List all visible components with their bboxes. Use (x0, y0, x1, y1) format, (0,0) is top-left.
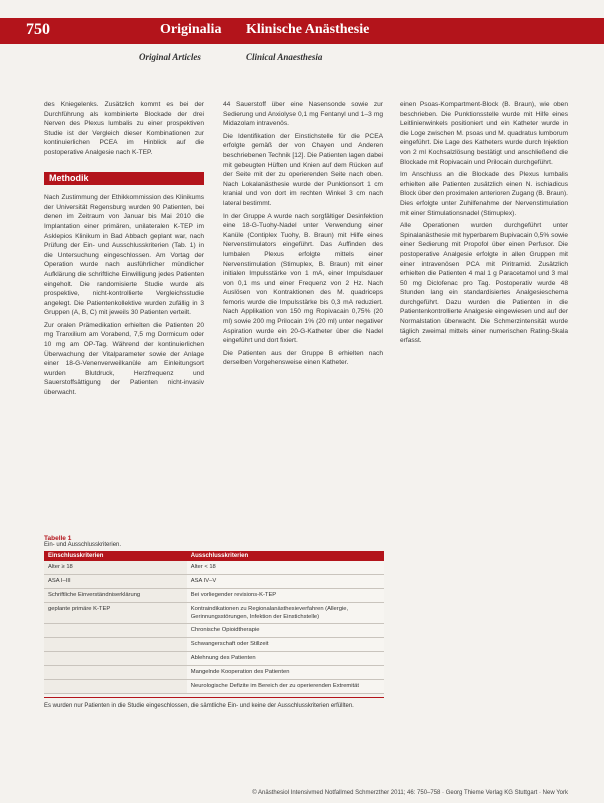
table-cell: ASA IV–V (187, 575, 384, 589)
criteria-table-box (44, 535, 384, 775)
section-heading-methodik: Methodik (44, 172, 204, 186)
paragraph: Im Anschluss an die Blockade des Plexus lumbalis erhielten alle Patienten zusätzlich einen N. ischiadicus Block über den proximalen anterioren Zugang (B. Braun). Dies erfolgte unter Zuhilfenahme der Nervenstimulation mit einer Stimulationsnadel (Stimuplex). (400, 171, 568, 217)
table-cell: Bei vorliegender revisions-K-TEP (187, 589, 384, 603)
column-middle (223, 100, 383, 371)
table-cell (44, 666, 187, 680)
article-topic: Clinical Anaesthesia (246, 52, 323, 62)
copyright-footer: © Anästhesiol Intensivmed Notfallmed Schmerzther 2011; 46: 750–758 · Georg Thieme Verlag KG Stuttgart · New York (252, 790, 568, 796)
table-header-row (44, 551, 384, 561)
table-cell: Schwangerschaft oder Stillzeit (187, 638, 384, 652)
table-row (44, 561, 384, 575)
table-row (44, 652, 384, 666)
paragraph: Zur oralen Prämedikation erhielten die Patienten 20 mg Tranxilium am Vorabend, 7,5 mg Dormicum oder 10 mg am OP-Tag. Während der kontinuierlichen Überwachung der Vitalparameter sowie der Anlage einer 18-G-Venenverweilkanüle am Einleitungsort wurden Blutdruck, Herzfrequenz und Sauerstoffsättigung der Patienten nicht-invasiv überwacht. (44, 321, 204, 397)
table-cell: Mangelnde Kooperation des Patienten (187, 666, 384, 680)
table-rule (44, 697, 384, 698)
page-number: 750 (26, 21, 50, 38)
table-cell: Neurologische Defizite im Bereich der zu operierenden Extremität (187, 680, 384, 694)
table-row (44, 638, 384, 652)
paragraph: Nach Zustimmung der Ethikkommission des Klinikums der Universität Regensburg wurden 90 Patienten, bei denen im Zeitraum von Januar bis Mai 2010 die Implantation einer primären, unilateralen K-TEP im Asklepios Klinikum in Bad Abbach geplant war, nach Prüfung der Ein- und Ausschlusskriterien (Tab. 1) in die Untersuchung eingeschlossen. Am Vortag der Operation wurde nach ausführlicher mündlicher Aufklärung die schriftliche Einwilligung jedes Patienten eingeholt. Die randomisierte Studie wurde als prospektive, nicht-kontrollierte Vergleichsstudie angelegt. Die Patientenkollektive wurden zufällig in 3 Gruppen (A, B, C) mit jeweils 30 Patienten verteilt. (44, 194, 204, 317)
table-cell: Alter < 18 (187, 561, 384, 575)
table-cell: Ablehnung des Patienten (187, 652, 384, 666)
paragraph: 44 Sauerstoff über eine Nasensonde sowie zur Sedierung und Anxiolyse 0,1 mg Fentanyl und 1–3 mg Midazolam intravenös. (223, 101, 383, 128)
table-cell: geplante primäre K-TEP (44, 603, 187, 624)
table-cell: ASA I–III (44, 575, 187, 589)
table-caption: Ein- und Ausschlusskriterien. (44, 542, 122, 548)
table-cell (44, 680, 187, 694)
table-cell (44, 624, 187, 638)
table-row (44, 603, 384, 624)
paragraph: des Kniegelenks. Zusätzlich kommt es bei der Durchführung als kombinierte Blockade der drei Nerven des Plexus lumbalis zu einer prospektiven Studie ist der Vergleich dieser Kombinationen zur kontinuierlichen PCEA im Hinblick auf die postoperative Analgesie nach K-TEP. (44, 101, 204, 156)
table-cell (44, 638, 187, 652)
table-row (44, 575, 384, 589)
column-header-inclusion: Einschlusskriterien (44, 551, 187, 561)
table-cell (44, 652, 187, 666)
table-row (44, 666, 384, 680)
header-bar (0, 18, 604, 44)
table-cell: Alter ≥ 18 (44, 561, 187, 575)
table-row (44, 624, 384, 638)
paragraph: Die Identifikation der Einstichstelle für die PCEA erfolgte gemäß der von Chayen und Anderen beschriebenen Technik [12]. Die Patienten lagen dabei mit gebeugten Hüften und Knien auf dem Rücken auf der Seite mit der zu operierenden Seite nach oben. Nach Lokalanästhesie wurde der Punktionsort 1 cm kranial und von dort im rechten Winkel 3 cm nach lateral bestimmt. (223, 132, 383, 207)
paragraph: Die Patienten aus der Gruppe B erhielten nach derselben Vorgehensweise einen Katheter. (223, 349, 383, 367)
column-left (44, 100, 204, 401)
table-label: Tabelle 1 (44, 535, 72, 542)
table-cell: Schriftliche Einverständniserklärung (44, 589, 187, 603)
article-type: Original Articles (139, 52, 201, 62)
paragraph: einen Psoas-Kompartment-Block (B. Braun), wie oben beschrieben. Die Punktionsstelle wurde mit Hilfe eines Leitlinienwinkels positioniert und ein Katheter wurde in die Loge zwischen M. psoas und M. quadratus lumborum eingeführt. Die Lage des Katheters wurde durch Injektion von 2 ml Kochsalzlösung bestätigt und anschließend die Blockade mit Ropivacain und Prilocain durchgeführt. (400, 101, 568, 166)
table-row (44, 589, 384, 603)
table-cell: Chronische Opioidtherapie (187, 624, 384, 638)
column-header-exclusion: Ausschlusskriterien (187, 551, 384, 561)
criteria-table (44, 551, 384, 694)
paragraph: In der Gruppe A wurde nach sorgfältiger Desinfektion eine 18-G-Tuohy-Nadel unter Verwendung einer Kanüle (Contiplex Tuohy, B. Braun) mit Hilfe eines Nervenstimulators eingeführt. Das Auffinden des lumbalen Plexus erfolgte mittels einer Nervenstimulation (Stimuplex, B. Braun) mit einer initialen Impulsstärke von 1 mA, einer Impulsdauer von 0,1 ms und einer Frequenz von 2 Hz. Nach Auslösen von Kontraktionen des M. quadriceps femoris wurde die Impulsstärke bis 0,3 mA reduziert. Nach Applikation von 150 mg Ropivacain 0,75% (20 ml) sowie 200 mg Prilocain 1% (20 ml) unter negativer Aspiration wurde ein 20-G-Katheter über die Nadel eingeführt und dort fixiert. (223, 212, 383, 345)
table-row (44, 680, 384, 694)
table-cell: Kontraindikationen zu Regionalanästhesieverfahren (Allergie, Gerinnungsstörungen, Infektion der Einstichstelle) (187, 603, 384, 624)
table-footnote: Es wurden nur Patienten in die Studie eingeschlossen, die sämtliche Ein- und keine der Ausschlusskriterien erfüllten. (44, 703, 354, 709)
subsection-title: Klinische Anästhesie (246, 22, 370, 37)
column-right (400, 100, 568, 349)
paragraph: Alle Operationen wurden durchgeführt unter Spinalanästhesie mit hyperbarem Bupivacain 0,5% sowie einer Sedierung mit Propofol über einen Perfusor. Die postoperative Analgesie erfolgte in allen Gruppen mit einer intravenösen PCA mit Piritramid. Zusätzlich erhielten die Patienten 4 mal 1 g Paracetamol und 3 mal 50 mg Diclofenac pro Tag. Postoperativ wurde 48 Stunden lang ein standardisiertes Analgesieschema durchgeführt. Dazu wurden die Patienten in die Patientenkontrollierte Analgesie eingewiesen und auf der Normalstation überwacht. Die Schmerzintensität wurde täglich zweimal mittels einer numerischen Rating-Skala erfasst. (400, 222, 568, 345)
section-title: Originalia (160, 22, 222, 37)
